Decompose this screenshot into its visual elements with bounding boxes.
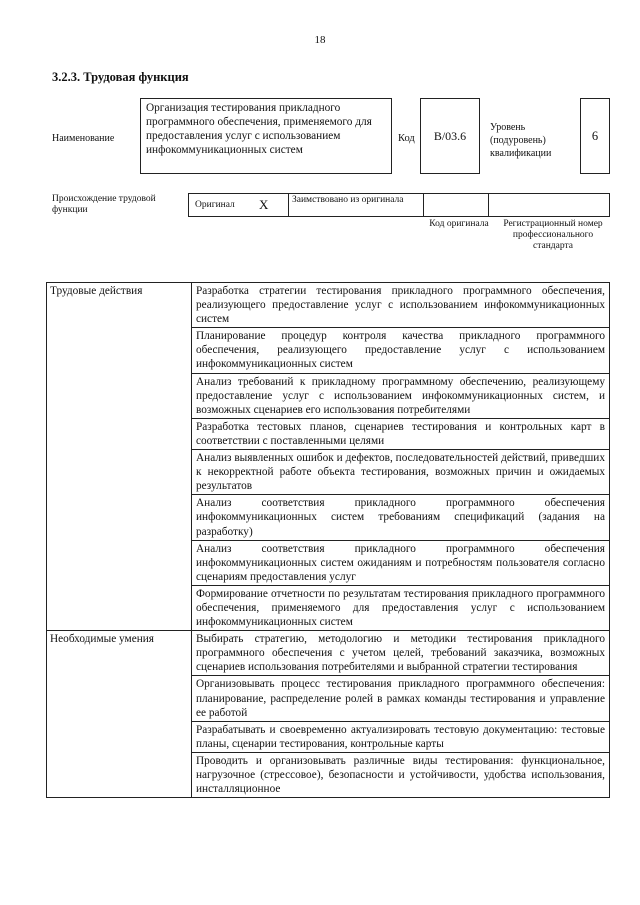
function-name-value: Организация тестирования прикладного программного обеспечения, применяемого для предоставления услуг с использованием инфокоммуникационных систем [146, 102, 372, 156]
list-item: Анализ соответствия прикладного программного обеспечения инфокоммуникационных систем ожиданиям и потребностям пользователя согласно сценариям предоставления услуг [192, 540, 610, 585]
work-function-table [46, 282, 610, 798]
list-item: Разрабатывать и своевременно актуализировать тестовую документацию: тестовые планы, сценарии тестирования, контрольные карты [192, 721, 610, 752]
list-item: Разработка стратегии тестирования прикладного программного обеспечения, реализующего предоставление услуг с использованием инфокоммуникационных систем [192, 283, 610, 328]
section-label-actions: Трудовые действия [47, 283, 192, 631]
list-item: Формирование отчетности по результатам тестирования прикладного программного обеспечения, применяемого для предоставления услуг с использованием инфокоммуникационных систем [192, 585, 610, 630]
level-value: 6 [591, 128, 599, 143]
list-item: Планирование процедур контроля качества прикладного программного обеспечения, реализующего предоставление услуг с использованием инфокоммуникационных систем [192, 328, 610, 373]
level-box [580, 98, 610, 174]
level-label: Уровень (подуровень) квалификации [490, 122, 552, 159]
list-item: Анализ выявленных ошибок и дефектов, последовательностей действий, приведших к некорректной работе объекта тестирования, возможных причин и ожидаемых результатов [192, 450, 610, 495]
code-original-cell [424, 193, 488, 217]
list-item: Выбирать стратегию, методологию и методики тестирования прикладного программного обеспечения с учетом целей, требований заказчика, возможных сценариев использования потребителями и выбранной стратегии тестирования [192, 631, 610, 676]
list-item: Разработка тестовых планов, сценариев тестирования и контрольных карт в соответствии с поставленными целями [192, 418, 610, 449]
list-item: Анализ соответствия прикладного программного обеспечения инфокоммуникационных систем требованиям спецификаций (задания на разработку) [192, 495, 610, 540]
code-value: B/03.6 [433, 128, 467, 143]
section-label-skills: Необходимые умения [47, 631, 192, 798]
reg-number-cell [488, 193, 610, 217]
borrowed-label: Заимствовано из оригинала [292, 195, 404, 205]
borrowed-cell [288, 193, 424, 217]
table-row [47, 631, 610, 676]
code-box [420, 98, 480, 174]
table-row [47, 283, 610, 328]
original-label: Оригинал [195, 200, 235, 210]
code-original-caption: Код оригинала [429, 219, 489, 229]
function-name-box [140, 98, 392, 174]
list-item: Проводить и организовывать различные виды тестирования: функциональное, нагрузочное (стрессовое), безопасности и устойчивости, удобства использования, инсталляционное [192, 752, 610, 797]
page-number: 18 [314, 34, 326, 46]
list-item: Организовывать процесс тестирования прикладного программного обеспечения: планирование, распределение ролей в рамках команды тестирования и управление ее работой [192, 676, 610, 721]
original-cell [188, 193, 288, 217]
name-label: Наименование [52, 133, 115, 144]
reg-number-caption: Регистрационный номер профессионального стандарта [503, 219, 603, 251]
section-title: 3.2.3. Трудовая функция [52, 70, 189, 84]
list-item: Анализ требований к прикладному программному обеспечению, реализующему предоставление услуг с использованием инфокоммуникационных систем, и возможных сценариев его использования потребителями [192, 373, 610, 418]
code-label: Код [398, 133, 415, 144]
origin-row [188, 193, 610, 217]
original-mark: X [259, 197, 269, 212]
origin-label: Происхождение трудовой функции [52, 194, 156, 215]
